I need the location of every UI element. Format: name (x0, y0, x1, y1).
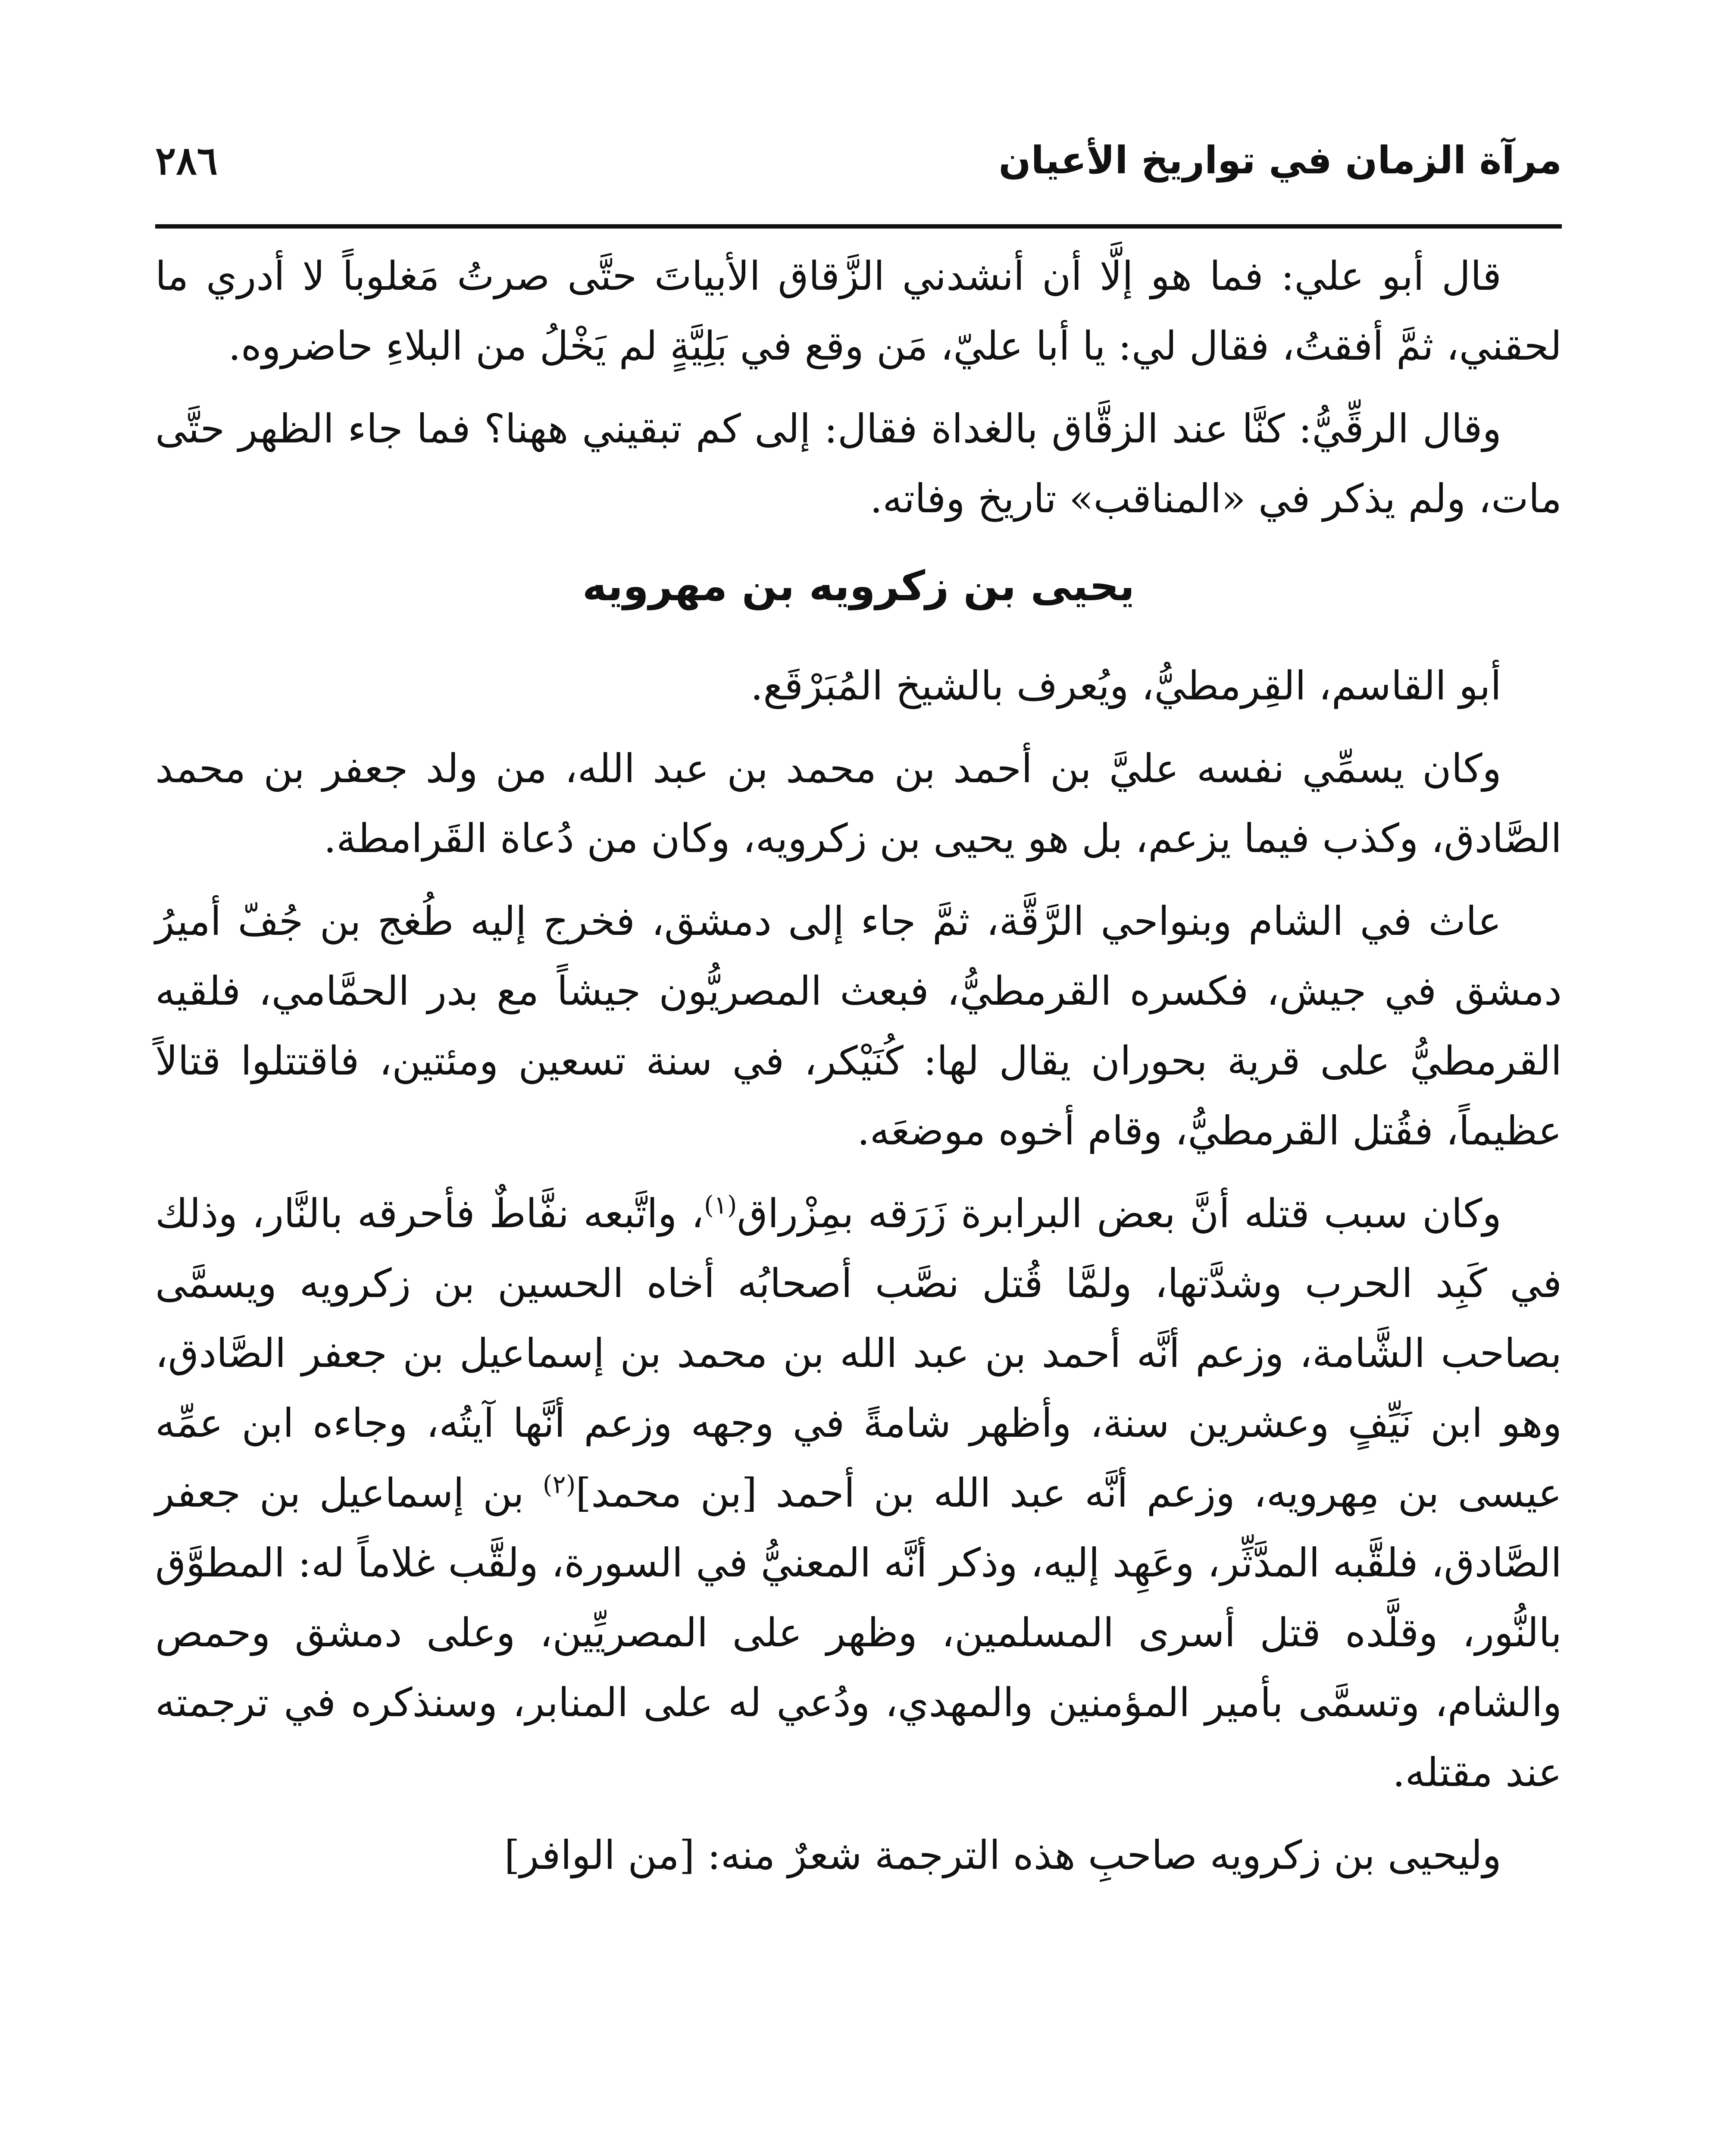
running-title: مرآة الزمان في تواريخ الأعيان (998, 138, 1562, 182)
paragraph-abu-ali: قال أبو علي: فما هو إلَّا أن أنشدني الزَّقاق الأبياتَ حتَّى صرتُ مَغلوباً لا أدري ما لحقني، ثمَّ أفقتُ، فقال لي: يا أبا عليّ، مَن وقع في بَلِيَّةٍ لم يَخْلُ من البلاءِ حاضروه. (155, 253, 1562, 369)
page-header (155, 129, 1562, 194)
paragraph-lineage: وكان يسمِّي نفسه عليَّ بن أحمد بن محمد بن عبد الله، من ولد جعفر بن محمد الصَّادق، وكذب فيما يزعم، بل هو يحيى بن زكرويه، وكان من دُعاة القَرامطة. (155, 746, 1562, 862)
page-number: ٢٨٦ (155, 138, 218, 184)
header-rule (155, 224, 1562, 229)
main-text (155, 241, 1562, 1903)
death-text-end: بن إسماعيل بن جعفر الصَّادق، فلقَّبه المدَّثِّر، وعَهِد إليه، وذكر أنَّه المعنيُّ في السورة، ولقَّب غلاماً له: المطوَّق بالنُّور، وقلَّده قتل أسرى المسلمين، وظهر على المصريِّين، وعلى دمشق وحمص والشام، وتسمَّى بأمير المؤمنين والمهدي، ودُعي له على المنابر، وسنذكره في ترجمته عند مقتله. (155, 1470, 1562, 1796)
paragraph-campaign: عاث في الشام وبنواحي الرَّقَّة، ثمَّ جاء إلى دمشق، فخرج إليه طُغج بن جُفّ أميرُ دمشق في جيش، فكسره القرمطيُّ، فبعث المصريُّون جيشاً مع بدر الحمَّامي، فلقيه القرمطيُّ على قرية بحوران يقال لها: كُنَيْكر، في سنة تسعين ومئتين، فاقتتلوا قتالاً عظيماً، فقُتل القرمطيُّ، وقام أخوه موضعَه. (155, 898, 1562, 1154)
paragraph-raqqi: وقال الرقِّيُّ: كنَّا عند الزقَّاق بالغداة فقال: إلى كم تبقيني ههنا؟ فما جاء الظهر حتَّى مات، ولم يذكر في «المناقب» تاريخ وفاته. (155, 406, 1562, 522)
paragraph-death (155, 1179, 1562, 1808)
death-text-middle: ، واتَّبعه نفَّاطٌ فأحرقه بالنَّار، وذلك في كَبِد الحرب وشدَّتها، ولمَّا قُتل نصَّب أصحابُه أخاه الحسين بن زكرويه ويسمَّى بصاحب الشَّامة، وزعم أنَّه أحمد بن عبد الله بن محمد بن إسماعيل بن جعفر الصَّادق، وهو ابن نَيِّفٍ وعشرين سنة، وأظهر شامةً في وجهه وزعم أنَّها آيتُه، وجاءه ابن عمِّه عيسى بن مِهرويه، وزعم أنَّه عبد الله بن أحمد [بن محمد] (155, 1191, 1562, 1516)
paragraph-kunya: أبو القاسم، القِرمطيُّ، ويُعرف بالشيخ المُبَرْقَع. (750, 663, 1501, 709)
footnote-ref-1[interactable]: (١) (704, 1190, 737, 1220)
footnote-ref-2[interactable]: (٢) (542, 1470, 576, 1499)
death-text-start: وكان سبب قتله أنَّ بعض البرابرة زَرَقه بمِزْراق (737, 1191, 1501, 1237)
paragraph-poetry-intro: وليحيى بن زكرويه صاحبِ هذه الترجمة شعرٌ منه: [من الوافر] (504, 1832, 1501, 1878)
entry-title: يحيى بن زكرويه بن مهرويه (582, 562, 1135, 610)
